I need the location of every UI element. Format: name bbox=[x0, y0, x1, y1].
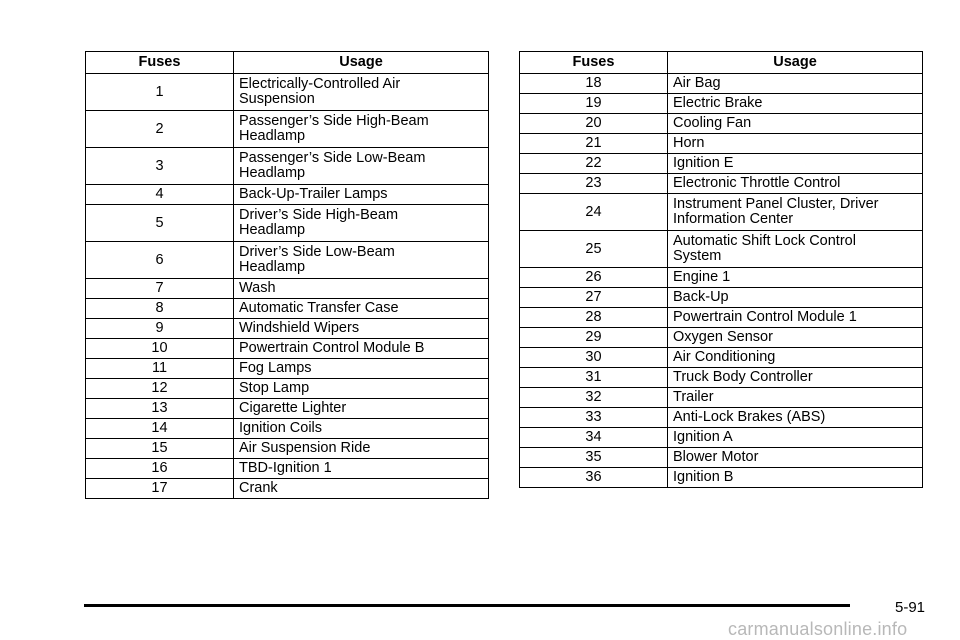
fuse-number: 23 bbox=[520, 174, 668, 194]
table-row bbox=[520, 448, 923, 468]
fuse-table-left bbox=[85, 51, 489, 499]
header-fuses: Fuses bbox=[86, 52, 234, 74]
fuse-usage: Air Suspension Ride bbox=[234, 439, 489, 459]
fuse-usage: Electric Brake bbox=[668, 94, 923, 114]
fuse-number: 32 bbox=[520, 388, 668, 408]
fuse-number: 26 bbox=[520, 268, 668, 288]
table-row bbox=[520, 154, 923, 174]
fuse-usage: Trailer bbox=[668, 388, 923, 408]
fuse-number: 30 bbox=[520, 348, 668, 368]
fuse-usage: Driver’s Side High-Beam Headlamp bbox=[234, 205, 489, 242]
fuse-number: 17 bbox=[86, 479, 234, 499]
table-row bbox=[520, 468, 923, 488]
fuse-usage: Powertrain Control Module B bbox=[234, 339, 489, 359]
table-row bbox=[520, 174, 923, 194]
table-row bbox=[520, 194, 923, 231]
fuse-table-right bbox=[519, 51, 923, 488]
fuse-usage: Crank bbox=[234, 479, 489, 499]
fuse-usage: Oxygen Sensor bbox=[668, 328, 923, 348]
fuse-usage: Electronic Throttle Control bbox=[668, 174, 923, 194]
table-body-left bbox=[86, 74, 489, 499]
fuse-number: 2 bbox=[86, 111, 234, 148]
fuse-usage: Automatic Shift Lock Control System bbox=[668, 231, 923, 268]
fuse-number: 19 bbox=[520, 94, 668, 114]
fuse-number: 1 bbox=[86, 74, 234, 111]
fuse-usage: Automatic Transfer Case bbox=[234, 299, 489, 319]
table-row bbox=[86, 359, 489, 379]
fuse-number: 6 bbox=[86, 242, 234, 279]
fuse-usage: Ignition Coils bbox=[234, 419, 489, 439]
table-row bbox=[86, 379, 489, 399]
fuse-number: 15 bbox=[86, 439, 234, 459]
footer-rule bbox=[84, 604, 850, 607]
table-row bbox=[520, 328, 923, 348]
fuse-number: 9 bbox=[86, 319, 234, 339]
watermark: carmanualsonline.info bbox=[728, 619, 908, 639]
fuse-usage: Horn bbox=[668, 134, 923, 154]
fuse-usage: Windshield Wipers bbox=[234, 319, 489, 339]
fuse-usage: Stop Lamp bbox=[234, 379, 489, 399]
fuse-usage: TBD-Ignition 1 bbox=[234, 459, 489, 479]
fuse-number: 36 bbox=[520, 468, 668, 488]
fuse-number: 7 bbox=[86, 279, 234, 299]
table-row bbox=[86, 185, 489, 205]
table-row bbox=[86, 74, 489, 111]
fuse-number: 10 bbox=[86, 339, 234, 359]
fuse-usage: Fog Lamps bbox=[234, 359, 489, 379]
fuse-number: 29 bbox=[520, 328, 668, 348]
fuse-number: 24 bbox=[520, 194, 668, 231]
fuse-number: 22 bbox=[520, 154, 668, 174]
fuse-usage: Wash bbox=[234, 279, 489, 299]
table-row bbox=[86, 148, 489, 185]
table-row bbox=[86, 399, 489, 419]
table-row bbox=[520, 368, 923, 388]
table-row bbox=[86, 319, 489, 339]
table-row bbox=[86, 279, 489, 299]
table-header-row bbox=[520, 52, 923, 74]
table-row bbox=[520, 408, 923, 428]
table-row bbox=[520, 348, 923, 368]
fuse-usage: Anti-Lock Brakes (ABS) bbox=[668, 408, 923, 428]
table-row bbox=[520, 231, 923, 268]
fuse-number: 20 bbox=[520, 114, 668, 134]
table-row bbox=[86, 242, 489, 279]
fuse-usage: Passenger’s Side High-Beam Headlamp bbox=[234, 111, 489, 148]
table-row bbox=[520, 134, 923, 154]
table-row bbox=[86, 419, 489, 439]
fuse-number: 14 bbox=[86, 419, 234, 439]
table-body-right bbox=[520, 74, 923, 488]
fuse-usage: Instrument Panel Cluster, Driver Information Center bbox=[668, 194, 923, 231]
table-row bbox=[86, 111, 489, 148]
table-row bbox=[520, 308, 923, 328]
fuse-number: 3 bbox=[86, 148, 234, 185]
fuse-number: 8 bbox=[86, 299, 234, 319]
fuse-usage: Cooling Fan bbox=[668, 114, 923, 134]
fuse-usage: Electrically-Controlled Air Suspension bbox=[234, 74, 489, 111]
fuse-number: 28 bbox=[520, 308, 668, 328]
table-row bbox=[86, 205, 489, 242]
table-row bbox=[86, 479, 489, 499]
fuse-number: 13 bbox=[86, 399, 234, 419]
table-row bbox=[520, 114, 923, 134]
fuse-number: 12 bbox=[86, 379, 234, 399]
table-row bbox=[86, 439, 489, 459]
page-number: 5-91 bbox=[895, 599, 926, 616]
fuse-number: 35 bbox=[520, 448, 668, 468]
fuse-number: 27 bbox=[520, 288, 668, 308]
fuse-number: 5 bbox=[86, 205, 234, 242]
table-row bbox=[520, 388, 923, 408]
fuse-usage: Powertrain Control Module 1 bbox=[668, 308, 923, 328]
table-row bbox=[520, 74, 923, 94]
fuse-number: 25 bbox=[520, 231, 668, 268]
fuse-number: 4 bbox=[86, 185, 234, 205]
fuse-number: 33 bbox=[520, 408, 668, 428]
table-row bbox=[520, 288, 923, 308]
fuse-usage: Driver’s Side Low-Beam Headlamp bbox=[234, 242, 489, 279]
fuse-usage: Engine 1 bbox=[668, 268, 923, 288]
table-row bbox=[86, 339, 489, 359]
fuse-number: 16 bbox=[86, 459, 234, 479]
fuse-number: 18 bbox=[520, 74, 668, 94]
fuse-usage: Back-Up bbox=[668, 288, 923, 308]
fuse-usage: Air Bag bbox=[668, 74, 923, 94]
table-row bbox=[520, 428, 923, 448]
header-fuses: Fuses bbox=[520, 52, 668, 74]
header-usage: Usage bbox=[234, 52, 489, 74]
fuse-usage: Ignition E bbox=[668, 154, 923, 174]
table-row bbox=[86, 299, 489, 319]
fuse-usage: Truck Body Controller bbox=[668, 368, 923, 388]
table-row bbox=[520, 94, 923, 114]
fuse-usage: Ignition A bbox=[668, 428, 923, 448]
fuse-usage: Ignition B bbox=[668, 468, 923, 488]
fuse-number: 34 bbox=[520, 428, 668, 448]
fuse-usage: Air Conditioning bbox=[668, 348, 923, 368]
fuse-usage: Blower Motor bbox=[668, 448, 923, 468]
table-row bbox=[86, 459, 489, 479]
fuse-usage: Back-Up-Trailer Lamps bbox=[234, 185, 489, 205]
fuse-usage: Passenger’s Side Low-Beam Headlamp bbox=[234, 148, 489, 185]
header-usage: Usage bbox=[668, 52, 923, 74]
table-row bbox=[520, 268, 923, 288]
table-header-row bbox=[86, 52, 489, 74]
fuse-number: 31 bbox=[520, 368, 668, 388]
fuse-number: 11 bbox=[86, 359, 234, 379]
fuse-number: 21 bbox=[520, 134, 668, 154]
fuse-usage: Cigarette Lighter bbox=[234, 399, 489, 419]
